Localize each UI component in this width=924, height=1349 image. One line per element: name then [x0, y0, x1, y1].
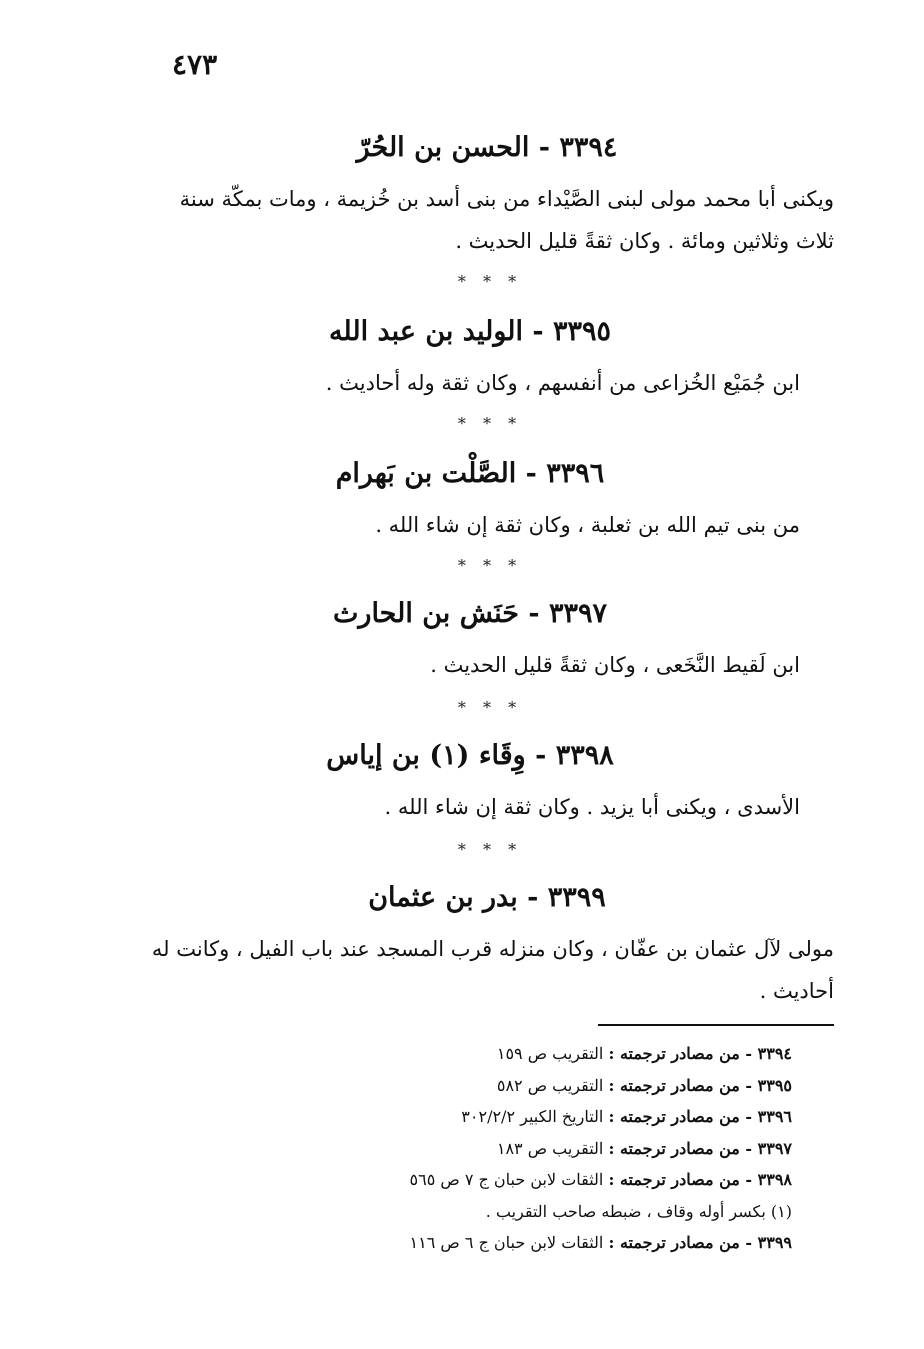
- section-separator: * * *: [457, 840, 523, 859]
- footnote-line: [300, 1133, 792, 1165]
- footnote-number: (١): [770, 1201, 792, 1221]
- footnote-rule: [598, 1024, 834, 1026]
- entry-body: ابن جُمَيْع الخُزاعى من أنفسهم ، وكان ثقة وله أحاديث .: [325, 371, 800, 395]
- entry-heading: ٣٣٩٦ - الصَّلْت بن بَهرام: [335, 458, 605, 489]
- footnote-line: [300, 1038, 792, 1070]
- footnote-number: ٣٣٩٩: [757, 1233, 792, 1252]
- footnote-line: [300, 1164, 792, 1196]
- footnote-number: ٣٣٩٨: [757, 1170, 792, 1189]
- entry-body: من بنى تيم الله بن ثعلبة ، وكان ثقة إن شاء الله .: [375, 513, 800, 537]
- footnote-lead: - من مصادر ترجمته :: [608, 1170, 758, 1189]
- biography-entry: [140, 312, 800, 404]
- section-separator: * * *: [457, 556, 523, 575]
- footnote-text: التقريب ص ١٥٩: [496, 1044, 609, 1063]
- entry-heading: ٣٣٩٧ - حَنَش بن الحارث: [333, 598, 607, 629]
- footnote-line: [300, 1227, 792, 1259]
- footnote-line: [300, 1101, 792, 1133]
- section-separator: * * *: [457, 698, 523, 717]
- footnote-text: الثقات لابن حبان ج ٦ ص ١١٦: [409, 1233, 609, 1252]
- entry-body: الأسدى ، ويكنى أبا يزيد . وكان ثقة إن شاء الله .: [384, 795, 800, 819]
- section-separator: * * *: [457, 414, 523, 433]
- footnote-lead: - من مصادر ترجمته :: [608, 1138, 758, 1158]
- entry-heading: ٣٣٩٨ - وِقَاء (١) بن إياس: [326, 740, 614, 771]
- page-number: ٤٧٣: [172, 48, 218, 81]
- footnote-line: [300, 1196, 792, 1228]
- entry-heading: ٣٣٩٤ - الحسن بن الحُرّ: [356, 132, 618, 163]
- entry-body: ابن لَقيط النَّخَعى ، وكان ثقةً قليل الحديث .: [430, 653, 800, 677]
- footnote-text: التقريب ص ١٨٣: [496, 1138, 609, 1158]
- footnote-number: ٣٣٩٤: [757, 1044, 792, 1063]
- biography-entry: [140, 736, 800, 828]
- footnote-lead: - من مصادر ترجمته :: [608, 1233, 758, 1252]
- biography-entry: [140, 128, 834, 262]
- section-separator: * * *: [457, 272, 523, 291]
- biography-entry: [140, 594, 800, 686]
- biography-entry: [140, 878, 834, 1012]
- entry-heading: ٣٣٩٩ - بدر بن عثمان: [368, 882, 606, 913]
- footnote-text: التقريب ص ٥٨٢: [496, 1075, 609, 1095]
- entry-body: مولى لآل عثمان بن عفّان ، وكان منزله قرب المسجد عند باب الفيل ، وكانت له أحاديث .: [151, 937, 834, 1003]
- footnote-text: الثقات لابن حبان ج ٧ ص ٥٦٥: [409, 1170, 609, 1189]
- footnote-line: [300, 1070, 792, 1102]
- biography-entry: [140, 454, 800, 546]
- footnote-lead: - من مصادر ترجمته :: [608, 1107, 758, 1126]
- footnote-lead: - من مصادر ترجمته :: [608, 1075, 758, 1095]
- entry-body: ويكنى أبا محمد مولى لبنى الصَّيْداء من بنى أسد بن خُزيمة ، ومات بمكّة سنة ثلاث وثلاثين ومائة . وكان ثقةً قليل الحديث .: [179, 187, 834, 253]
- footnote-text: التاريخ الكبير ٣٠٢/٢/٢: [461, 1107, 609, 1126]
- footnote-number: ٣٣٩٦: [757, 1107, 792, 1126]
- footnote-lead: - من مصادر ترجمته :: [608, 1044, 758, 1063]
- entry-heading: ٣٣٩٥ - الوليد بن عبد الله: [328, 316, 612, 347]
- footnotes: [300, 1038, 792, 1259]
- footnote-number: ٣٣٩٧: [757, 1138, 792, 1158]
- footnote-text: بكسر أوله وقاف ، ضبطه صاحب التقريب .: [485, 1201, 771, 1221]
- footnote-number: ٣٣٩٥: [757, 1075, 792, 1095]
